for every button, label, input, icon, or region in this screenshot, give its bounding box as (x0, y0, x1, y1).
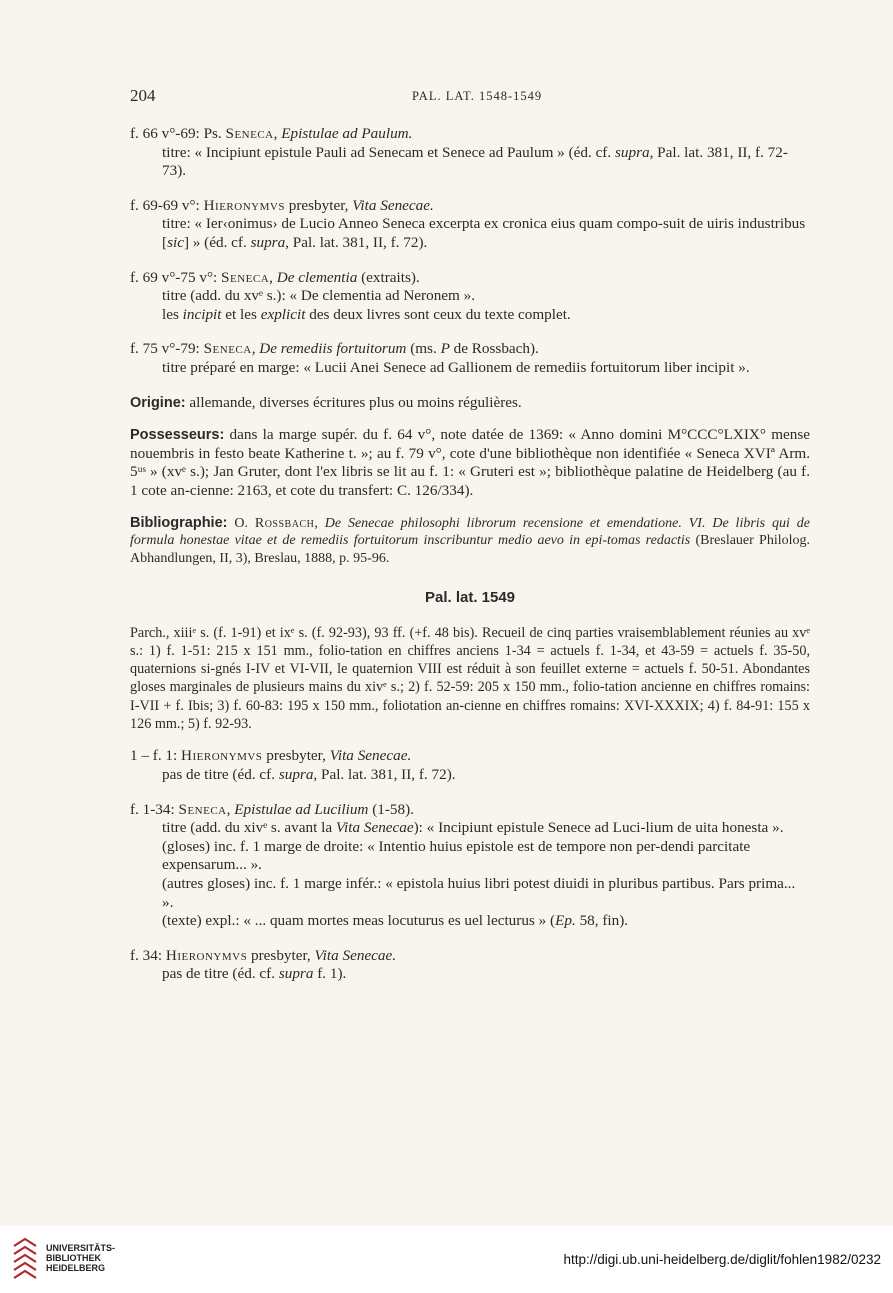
author: Seneca (178, 800, 227, 818)
entry-epistulae-ad-lucilium: f. 1-34: Seneca, Epistulae ad Lucilium (1-58). titre (add. du xivᵉ s. avant la Vita Senecae): « Incipiunt epistule Senece ad Luci-lium de uita honesta ». (gloses) inc. f. 1 marge de droite: « Intentio huius epistole est de tempore non per-dendi parcitate expensarum... ». (autres gloses) inc. f. 1 marge infér.: « epistola huius libri potest diuidi in pluribus partibus. Pars prima... ». (texte) expl.: « ... quam mortes meas locuturus es uel lecturus » (Ep. 58, fin). (130, 800, 796, 930)
page-number: 204 (130, 86, 156, 105)
entry-vita-senecae: f. 69-69 v°: Hieronymvs presbyter, Vita Senecae. titre: « Ier‹onimus› de Lucio Anneo Seneca excerpta ex cronica eius quam compo-suit de uiris industribus [sic] » (éd. cf. supra, Pal. lat. 381, II, f. 72). (130, 196, 806, 251)
origine-paragraph: Origine: allemande, diverses écritures plus ou moins régulières. (130, 393, 522, 411)
section-title: Pal. lat. 1549 (424, 589, 516, 606)
possesseurs-paragraph: Possesseurs: dans la marge supér. du f. 64 v°, note datée de 1369: « Anno domini M°CCC°LXIX° mense nouembris in festo beate Katherine t. »; au f. 79 v°, cote d'une bibliothèque non identifiée « Seneca XVIª Arm. 5ᵘˢ » (xvᵉ s.); Jan Gruter, dont l'ex libris se lit au f. 1: « Gruteri est »; bibliothèque palatine de Heidelberg (au f. 1 cote an-cienne: 2163, et cote du transfert: C. 126/334). (130, 426, 810, 499)
work-title: Epistulae ad Paulum. (281, 125, 413, 142)
author: Seneca (203, 340, 252, 358)
work-title: De remediis fortuitorum (259, 340, 407, 358)
entry-de-remediis: f. 75 v°-79: Seneca, De remediis fortuitorum (ms. P de Rossbach). titre préparé en marge: « Lucii Anei Senece ad Gallionem de remediis fortuitorum liber incipit ». (130, 340, 750, 376)
work-title: Vita Senecae. (314, 946, 397, 964)
running-title: PAL. LAT. 1548-1549 (412, 89, 543, 103)
author: Hieronymvs (203, 196, 285, 214)
work-title: Vita Senecae. (352, 196, 434, 214)
author: Hieronymvs (165, 946, 248, 964)
work-title: De clementia (276, 268, 358, 286)
running-header (130, 86, 810, 106)
page-body (130, 125, 810, 1000)
ub-heidelberg-logo-icon[interactable] (10, 1236, 40, 1280)
manuscript-description: Parch., xiiiᵉ s. (f. 1-91) et ixᵉ s. (f. 92-93), 93 ff. (+f. 48 bis). Recueil de cinq parties vraisemblablement réunies au xvᵉ s.: 1) f. 1-51: 215 x 151 mm., folio-tation en chiffres anciens 1-34 = actuels f. 1-34, et 43-59 = actuels f. 35-50, quaternions si-gnés I-IV et VI-VII, le quaternion VIII est réduit à son feuillet externe = actuels f. 50-51. Abondantes gloses marginales de plusieurs mains du xivᵉ s.; 2) f. 52-59: 205 x 150 mm., folio-tation ancienne en chiffres romains: I-VII + f. Ibis; 3) f. 60-83: 195 x 150 mm., foliotation an-cienne en chiffres romains: XVI-XXXIX; 4) f. 84-91: 155 x 126 mm.; 5) f. 92-93. (130, 624, 810, 733)
permalink-url[interactable]: http://digi.ub.uni-heidelberg.de/diglit/fohlen1982/0232 (563, 1252, 881, 1267)
work-title: Vita Senecae. (329, 747, 412, 765)
page-footer (0, 1226, 893, 1293)
entry-epistulae-ad-paulum: f. 66 v°-69: Ps. Seneca, Epistulae ad Paulum. titre: « Incipiunt epistule Pauli ad Senecam et Senece ad Paulum » (éd. cf. supra, Pal. lat. 381, II, f. 72-73). (130, 125, 788, 180)
work-title: Epistulae ad Lucilium (234, 800, 369, 818)
author: Seneca (221, 268, 270, 286)
entry-vita-senecae-f34: f. 34: Hieronymvs presbyter, Vita Senecae. pas de titre (éd. cf. supra f. 1). (130, 946, 397, 983)
entry-de-clementia: f. 69 v°-75 v°: Seneca, De clementia (extraits). titre (add. du xvᵉ s.): « De clementia ad Neronem ». les incipit et les explicit des deux livres sont ceux du texte complet. (130, 268, 571, 323)
entry-vita-senecae-f1: 1 – f. 1: Hieronymvs presbyter, Vita Senecae. pas de titre (éd. cf. supra, Pal. lat. 381, II, f. 72). (130, 747, 456, 783)
author: Hieronymvs (181, 747, 263, 765)
author: Seneca (225, 125, 274, 142)
library-name: UNIVERSITÄTS- BIBLIOTHEK HEIDELBERG (46, 1243, 116, 1273)
bibliographie-paragraph: Bibliographie: O. Rossbach, De Senecae philosophi librorum recensione et emendatione. VI. De libris qui de formula honestae vitae et de remediis fortuitorum inscribuntur medio aevo in epi-tomas redactis (Breslauer Philolog. Abhandlungen, II, 3), Breslau, 1888, p. 95-96. (130, 514, 810, 566)
